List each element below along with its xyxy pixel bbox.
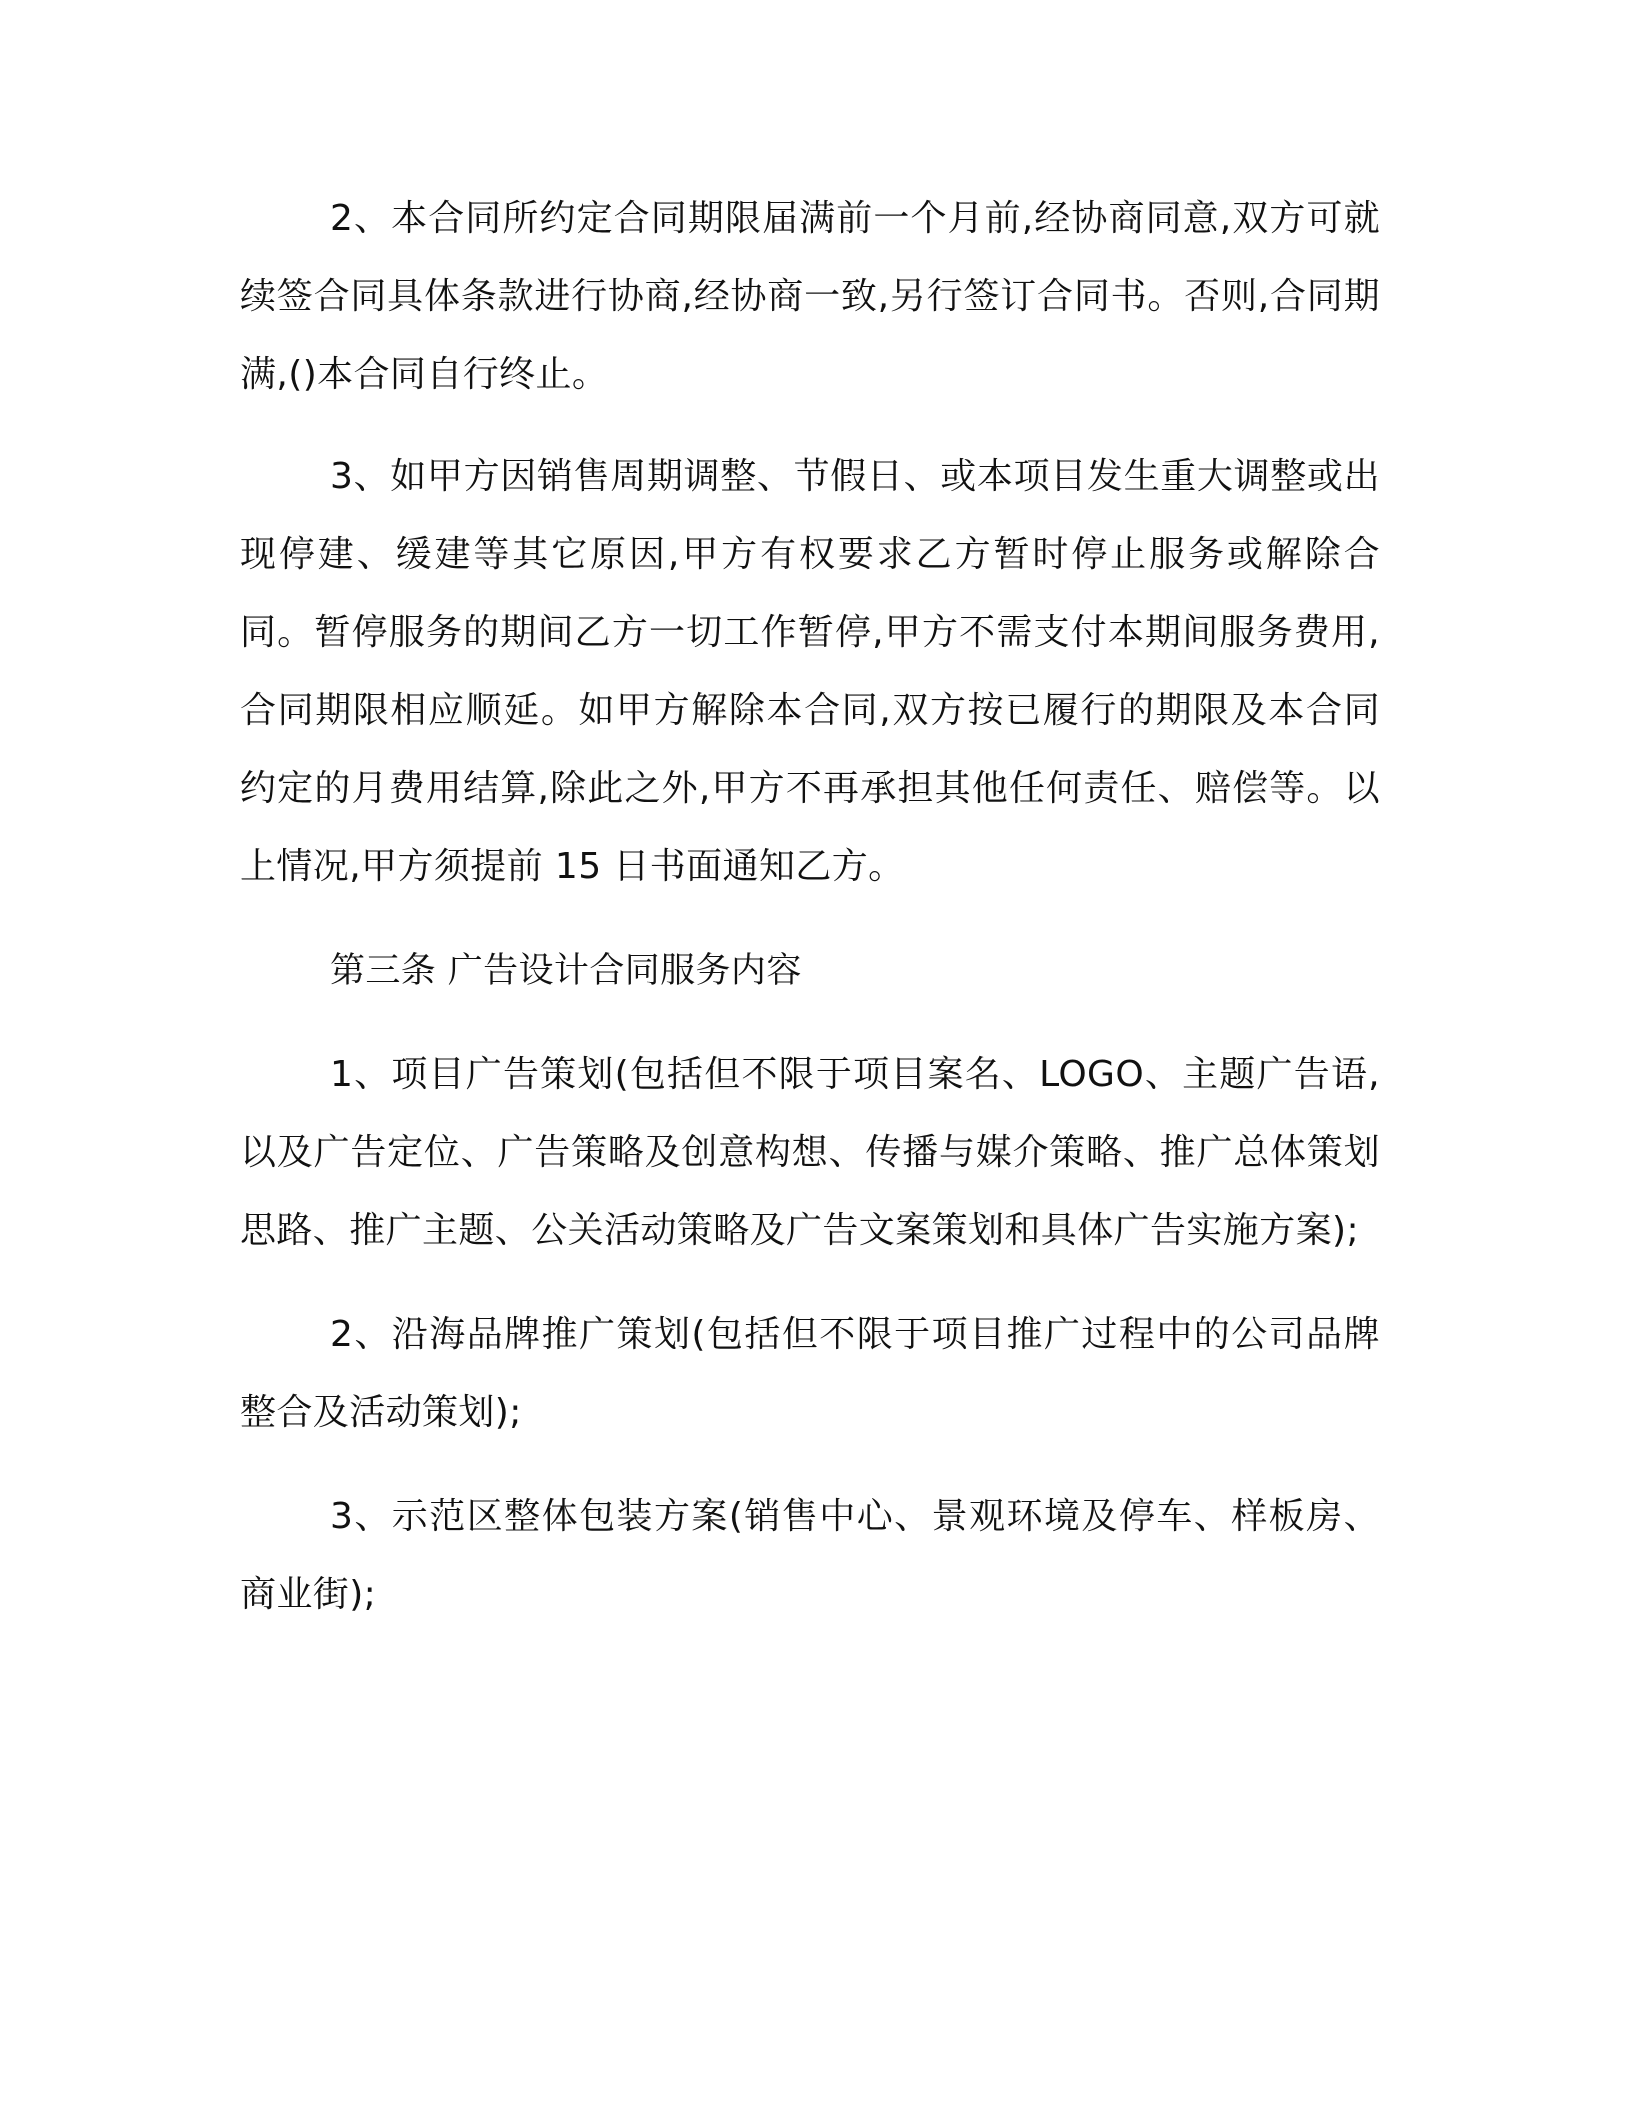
service-item-2: 2、沿海品牌推广策划(包括但不限于项目推广过程中的公司品牌整合及活动策划); <box>240 1314 1380 1433</box>
clause-2-renewal: 2、本合同所约定合同期限届满前一个月前,经协商同意,双方可就续签合同具体条款进行协商,经协商一致,另行签订合同书。否则,合同期满,()本合同自行终止。 <box>240 198 1380 395</box>
document-page <box>240 180 1380 1634</box>
clause-3-suspension: 3、如甲方因销售周期调整、节假日、或本项目发生重大调整或出现停建、缓建等其它原因,甲方有权要求乙方暂时停止服务或解除合同。暂停服务的期间乙方一切工作暂停,甲方不需支付本期间服务费用,合同期限相应顺延。如甲方解除本合同,双方按已履行的期限及本合同约定的月费用结算,除此之外,甲方不再承担其他任何责任、赔偿等。以上情况,甲方须提前 15 日书面通知乙方。 <box>240 456 1380 887</box>
service-item-1: 1、项目广告策划(包括但不限于项目案名、LOGO、主题广告语,以及广告定位、广告策略及创意构想、传播与媒介策略、推广总体策划思路、推广主题、公关活动策略及广告文案策划和具体广告实施方案); <box>240 1054 1380 1251</box>
article-3-heading: 第三条 广告设计合同服务内容 <box>330 951 802 991</box>
service-item-3: 3、示范区整体包装方案(销售中心、景观环境及停车、样板房、商业街); <box>240 1496 1380 1615</box>
